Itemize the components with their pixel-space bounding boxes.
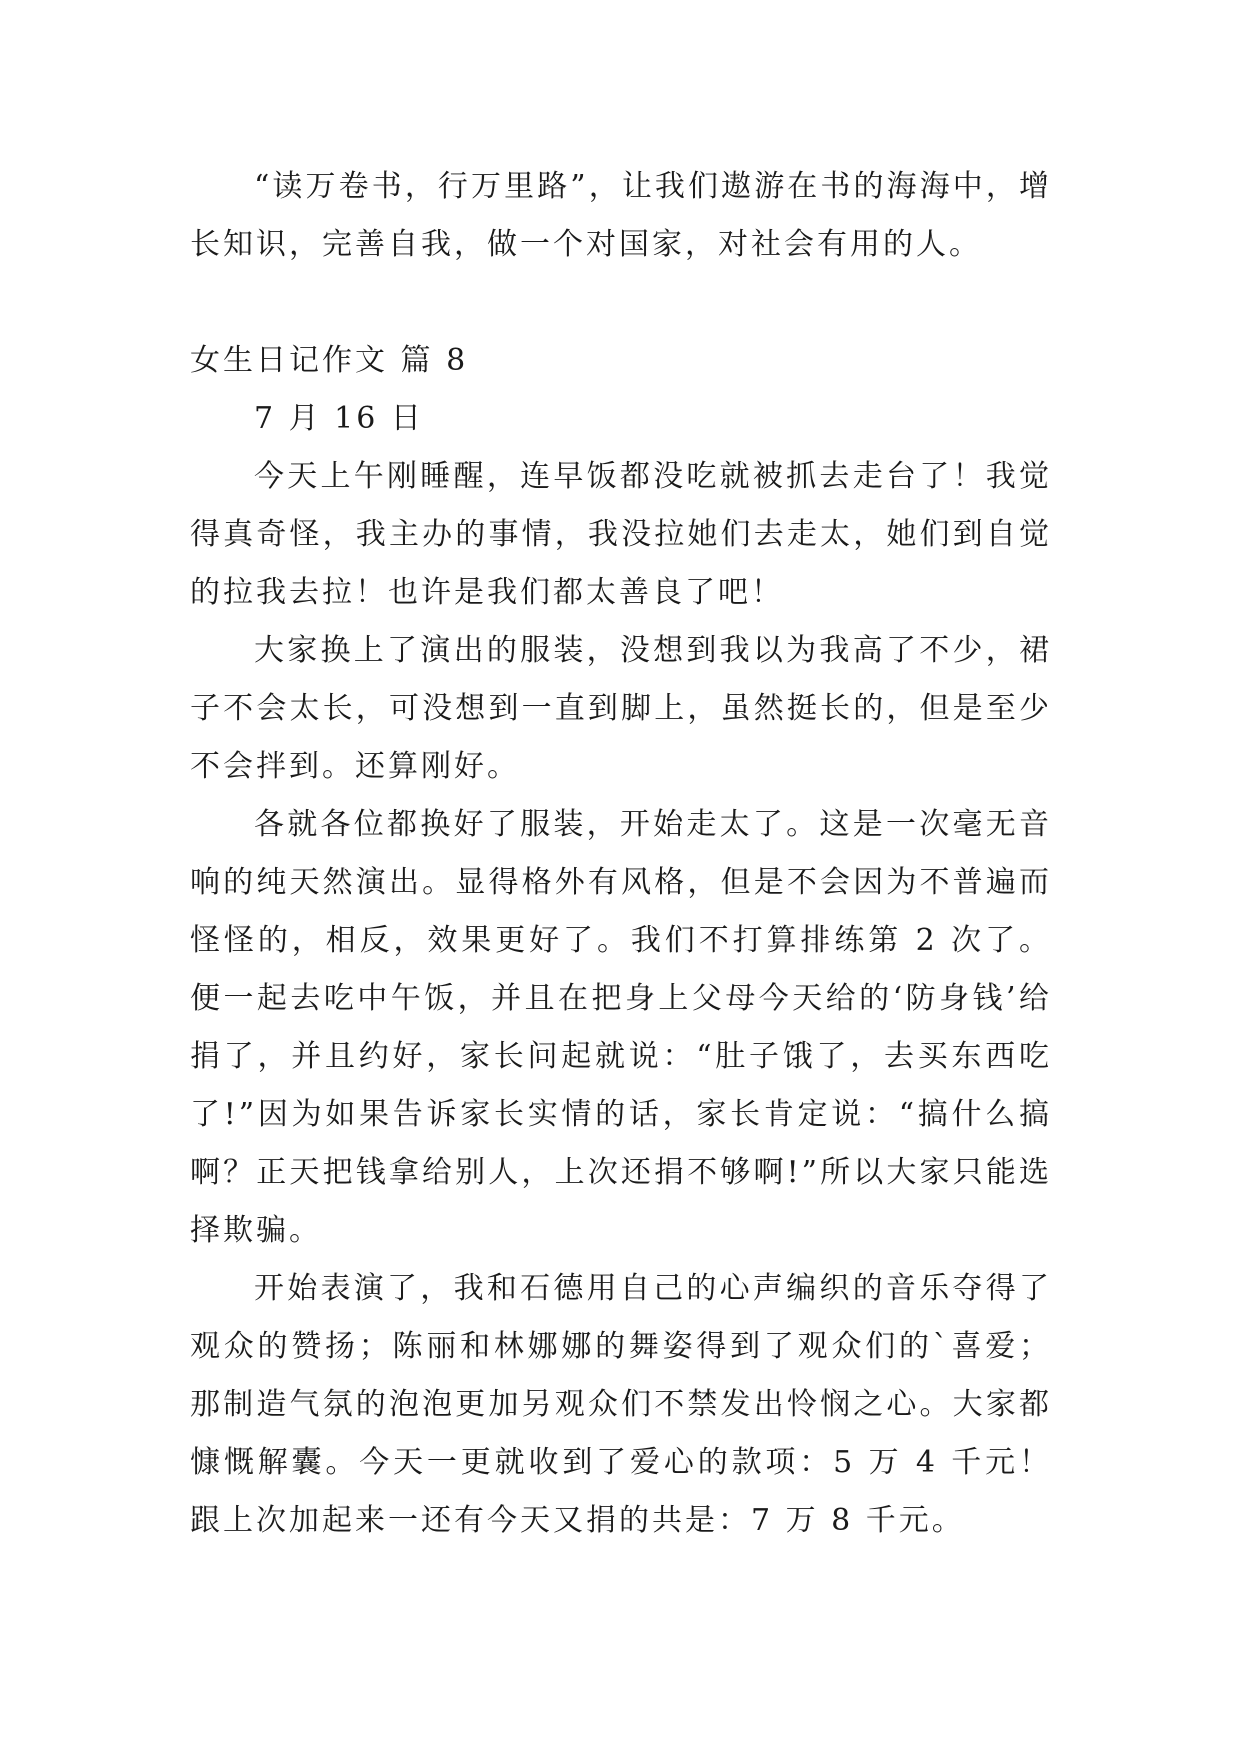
- body-paragraph-2: 大家换上了演出的服装，没想到我以为我高了不少，裙子不会太长，可没想到一直到脚上，虽然挺长的，但是至少不会拌到。还算刚好。: [190, 633, 1052, 784]
- diary-date: 7 月 16 日: [254, 401, 424, 436]
- body-paragraph-3: 各就各位都换好了服装，开始走太了。这是一次毫无音响的纯天然演出。显得格外有风格，但是不会因为不普遍而怪怪的，相反，效果更好了。我们不打算排练第 2 次了。便一起去吃中午饭，并且在把身上父母今天给的‘防身钱’给捐了，并且约好，家长问起就说：“肚子饿了，去买东西吃了!”因为如果告诉家长实情的话，家长肯定说：“搞什么搞啊？正天把钱拿给别人，上次还捐不够啊!”所以大家只能选择欺骗。: [190, 807, 1052, 1248]
- intro-paragraph: “读万卷书，行万里路”，让我们遨游在书的海海中，增长知识，完善自我，做一个对国家，对社会有用的人。: [190, 169, 1052, 262]
- body-paragraph-1: 今天上午刚睡醒，连早饭都没吃就被抓去走台了！我觉得真奇怪，我主办的事情，我没拉她们去走太，她们到自觉的拉我去拉！也许是我们都太善良了吧！: [190, 459, 1052, 610]
- body-paragraph-4: 开始表演了，我和石德用自己的心声编织的音乐夺得了观众的赞扬；陈丽和林娜娜的舞姿得到了观众们的`喜爱；那制造气氛的泡泡更加另观众们不禁发出怜悯之心。大家都慷慨解囊。今天一更就收到了爱心的款项：5 万 4 千元！跟上次加起来一还有今天又捐的共是：7 万 8 千元。: [190, 1271, 1052, 1538]
- section-title: 女生日记作文 篇 8: [190, 343, 469, 378]
